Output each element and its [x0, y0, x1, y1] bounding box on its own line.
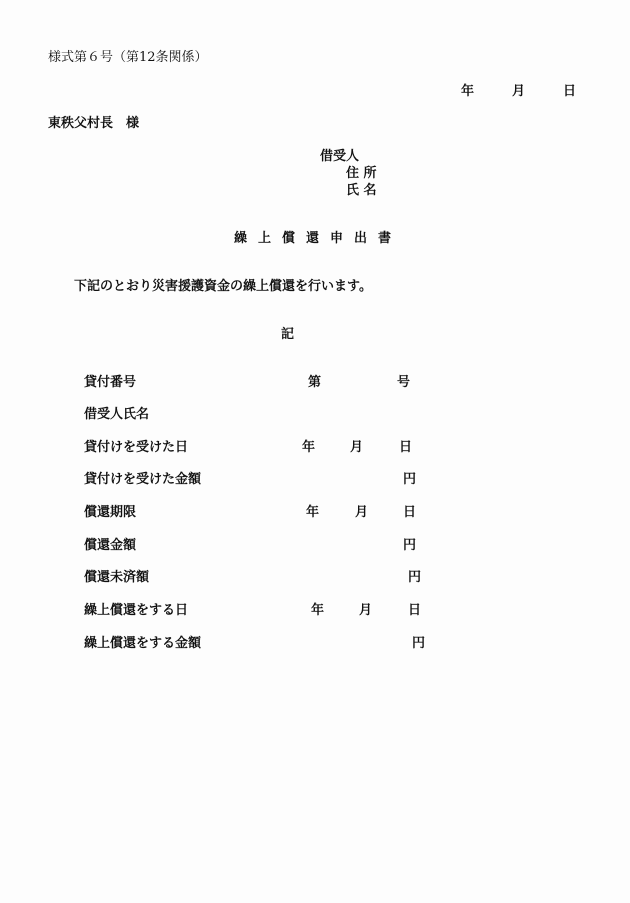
ki-heading: 記: [281, 327, 295, 342]
document-title: 繰上償還申出書: [234, 231, 403, 246]
repaid-amount-label: 償還金額: [84, 538, 137, 553]
loan-date-month: 月: [350, 440, 364, 455]
early-repay-date-year: 年: [311, 603, 325, 618]
loan-amount-label: 貸付けを受けた金額: [84, 472, 202, 487]
date-month-label: 月: [512, 84, 526, 99]
date-day-label: 日: [563, 84, 577, 99]
borrower-name-row-label: 借受人氏名: [84, 407, 150, 422]
repaid-amount-unit: 円: [403, 538, 417, 553]
unpaid-amount-unit: 円: [408, 570, 422, 585]
loan-number-prefix: 第: [308, 375, 322, 390]
borrower-label: 借受人: [320, 149, 360, 164]
early-repay-amount-unit: 円: [412, 636, 426, 651]
intro-text: 下記のとおり災害援護資金の繰上償還を行います。: [74, 279, 372, 294]
early-repay-date-month: 月: [359, 603, 373, 618]
early-repay-date-day: 日: [408, 603, 422, 618]
unpaid-amount-label: 償還未済額: [84, 570, 150, 585]
repayment-due-day: 日: [403, 505, 417, 520]
repayment-due-month: 月: [355, 505, 369, 520]
borrower-name-label: 氏 名: [346, 183, 377, 198]
repayment-due-year: 年: [306, 505, 320, 520]
borrower-address-label: 住 所: [346, 166, 377, 181]
addressee: 東秩父村長 様: [48, 116, 140, 131]
loan-number-label: 貸付番号: [84, 375, 137, 390]
loan-date-label: 貸付けを受けた日: [84, 440, 189, 455]
loan-date-day: 日: [399, 440, 413, 455]
early-repay-amount-label: 繰上償還をする金額: [84, 636, 202, 651]
repayment-due-label: 償還期限: [84, 505, 137, 520]
early-repay-date-label: 繰上償還をする日: [84, 603, 189, 618]
loan-date-year: 年: [302, 440, 316, 455]
loan-amount-unit: 円: [403, 472, 417, 487]
date-year-label: 年: [461, 84, 475, 99]
loan-number-suffix: 号: [397, 375, 411, 390]
form-number: 様式第６号（第12条関係）: [48, 50, 208, 65]
